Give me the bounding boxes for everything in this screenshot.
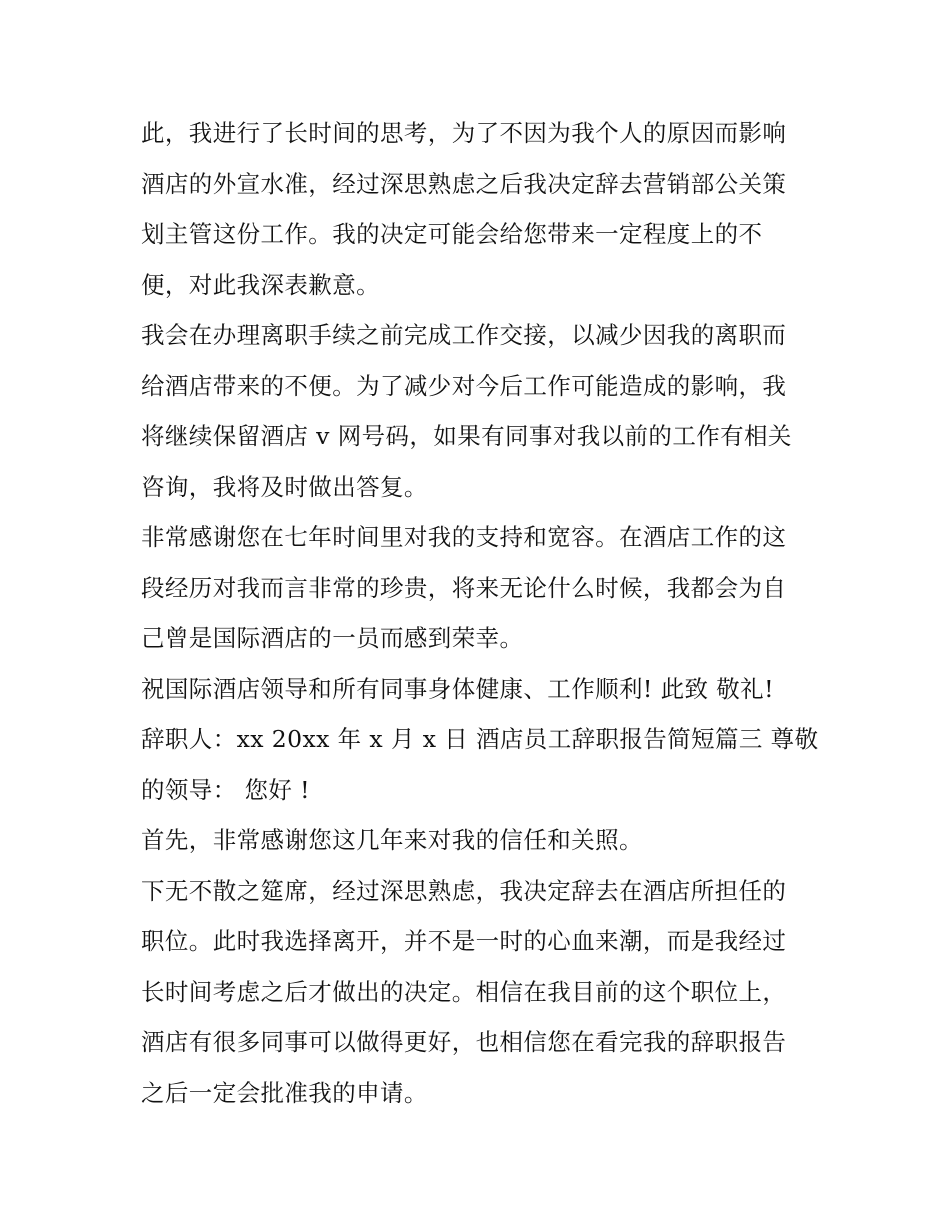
text-line: 辞职人：xx 20xx 年 x 月 x 日 酒店员工辞职报告简短篇三 尊敬 (141, 725, 819, 753)
text-line: 之后一定会批准我的申请。 (141, 1078, 428, 1107)
text-line: 将继续保留酒店 v 网号码，如果有同事对我以前的工作有相关 (141, 422, 792, 450)
document-body (141, 108, 819, 1118)
text-line: 非常感谢您在七年时间里对我的支持和宽容。在酒店工作的这 (141, 523, 787, 551)
text-line: 下无不散之筵席，经过深思熟虑，我决定辞去在酒店所担任的 (141, 876, 787, 905)
text-line: 首先，非常感谢您这几年来对我的信任和关照。 (141, 826, 643, 854)
text-line: 祝国际酒店领导和所有同事身体健康、工作顺利! 此致 敬礼! (141, 674, 774, 703)
text-line: 的领导： 您好 ! (141, 775, 310, 804)
text-line: 酒店的外宣水准，经过深思熟虑之后我决定辞去营销部公关策 (141, 169, 787, 198)
text-line: 给酒店带来的不便。为了减少对今后工作可能造成的影响，我 (141, 371, 787, 400)
text-line: 己曾是国际酒店的一员而感到荣幸。 (141, 624, 524, 652)
text-line: 段经历对我而言非常的珍贵，将来无论什么时候，我都会为自 (141, 573, 787, 602)
text-line: 职位。此时我选择离开，并不是一时的心血来潮，而是我经过 (141, 927, 787, 955)
text-line: 便，对此我深表歉意。 (141, 270, 380, 299)
text-line: 长时间考虑之后才做出的决定。相信在我目前的这个职位上， (141, 977, 787, 1006)
text-line: 划主管这份工作。我的决定可能会给您带来一定程度上的不 (141, 220, 763, 248)
text-line: 咨询，我将及时做出答复。 (141, 472, 428, 501)
text-line: 我会在办理离职手续之前完成工作交接，以减少因我的离职而 (141, 321, 787, 349)
text-line: 此，我进行了长时间的思考，为了不因为我个人的原因而影响 (141, 119, 787, 147)
text-line: 酒店有很多同事可以做得更好，也相信您在看完我的辞职报告 (141, 1028, 787, 1056)
